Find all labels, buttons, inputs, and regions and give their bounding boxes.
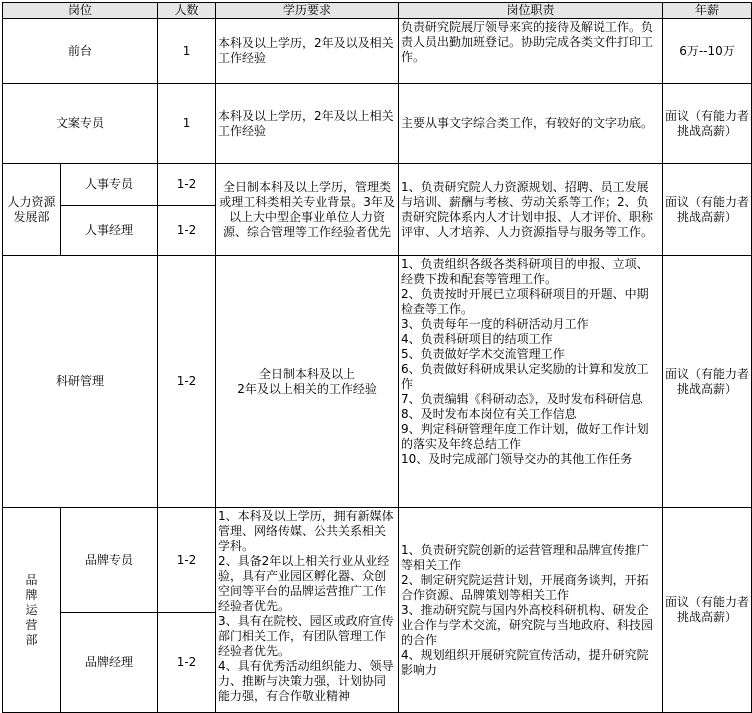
header-education: 学历要求 [216, 3, 399, 19]
education-line: 2年及以上相关的工作经验 [237, 381, 377, 396]
department-name-vertical: 品牌运营部 [25, 572, 38, 647]
position-title: 前台 [3, 19, 158, 84]
headcount: 1-2 [158, 613, 216, 713]
position-title: 品牌专员 [61, 508, 158, 613]
headcount: 1 [158, 84, 216, 164]
education-item: 3、具有在院校、园区或政府宣传部门相关工作，有团队管理工作经验者优先。 [218, 614, 394, 658]
duty-item: 7、负责编辑《科研动态》，及时发布科研信息 [401, 392, 643, 406]
education-requirement: 全日制本科及以上学历，管理类或理工科类相关专业背景。3年及以上大中型企事业单位人力资源、综合管理等工作经验者优先 [216, 164, 399, 256]
salary: 面议（有能力者挑战高薪） [663, 164, 752, 256]
duty-item: 3、负责每年一度的科研活动月工作 [401, 317, 589, 331]
headcount: 1 [158, 19, 216, 84]
headcount: 1-2 [158, 206, 216, 256]
position-title: 科研管理 [3, 256, 158, 508]
header-salary: 年薪 [663, 3, 752, 19]
duty-item: 8、及时发布本岗位有关工作信息 [401, 407, 577, 421]
salary: 面议（有能力者挑战高薪） [663, 84, 752, 164]
education-item: 2、具备2年以上相关行业从业经验，具有产业园区孵化器、众创空间等平台的品牌运营推广工作经验者优先。 [218, 554, 390, 613]
headcount: 1-2 [158, 164, 216, 206]
row-copywriter [3, 84, 752, 164]
duty-item: 5、负责做好学术交流管理工作 [401, 347, 565, 361]
duty-item: 9、判定科研管理年度工作计划，做好工作计划的落实及年终总结工作 [401, 422, 649, 451]
duty-item: 10、及时完成部门领导交办的其他工作任务 [401, 452, 633, 466]
position-title: 人事专员 [61, 164, 158, 206]
row-hr-specialist [3, 164, 752, 206]
education-requirement: 本科及以上学历，2年及以及相关工作经验 [216, 19, 399, 84]
row-brand-specialist [3, 508, 752, 613]
job-duties: 1、负责研究院人力资源规划、招聘、员工发展与培训、薪酬与考核、劳动关系等工作；2、负责研究院体系内人才计划申报、人才评价、职称评审、人才培养、人力资源指导与服务等工作。 [399, 164, 663, 256]
department-name [3, 508, 61, 713]
education-requirement [216, 508, 399, 713]
row-research [3, 256, 752, 508]
education-requirement [216, 256, 399, 508]
header-count: 人数 [158, 3, 216, 19]
duty-item: 2、负责按时开展已立项科研项目的开题、中期检查等工作。 [401, 287, 649, 316]
recruitment-table [2, 2, 752, 713]
salary: 面议（有能力者挑战高薪） [663, 256, 752, 508]
department-name: 人力资源发展部 [3, 164, 61, 256]
header-row [3, 3, 752, 19]
job-duties: 负责研究院展厅领导来宾的接待及解说工作。负责人员出勤加班登记。协助完成各类文件打印工作。 [399, 19, 663, 84]
duty-item: 4、负责科研项目的结项工作 [401, 332, 553, 346]
header-duties: 岗位职责 [399, 3, 663, 19]
salary: 面议（有能力者挑战高薪） [663, 508, 752, 713]
headcount: 1-2 [158, 256, 216, 508]
duty-item: 1、负责研究院创新的运营管理和品牌宣传推广等相关工作 [401, 542, 649, 572]
duty-item: 4、规划组织开展研究院宣传活动，提升研究院影响力 [401, 647, 649, 677]
duty-item: 1、负责组织各级各类科研项目的申报、立项、经费下拨和配套等管理工作。 [401, 257, 649, 286]
duty-item: 3、推动研究院与国内外高校科研机构、研发企业合作与学术交流，研究院与当地政府、科技园的合作 [401, 602, 654, 647]
row-reception [3, 19, 752, 84]
duty-item: 2、制定研究院运营计划，开展商务谈判，开拓合作资源、品牌策划等相关工作 [401, 572, 649, 602]
education-requirement: 本科及以上学历，2年及以上相关工作经验 [216, 84, 399, 164]
job-duties: 主要从事文字综合类工作，有较好的文字功底。 [399, 84, 663, 164]
position-title: 文案专员 [3, 84, 158, 164]
education-line: 全日制本科及以上 [259, 366, 356, 381]
header-position: 岗位 [3, 3, 158, 19]
position-title: 品牌经理 [61, 613, 158, 713]
position-title: 人事经理 [61, 206, 158, 256]
salary: 6万--10万 [663, 19, 752, 84]
headcount: 1-2 [158, 508, 216, 613]
education-item: 1、本科及以上学历，拥有新媒体管理、网络传媒、公共关系相关学科。 [218, 509, 394, 553]
job-duties [399, 508, 663, 713]
education-item: 4、具有优秀活动组织能力、领导力、推断与决策力强，计划协同能力强，有合作敬业精神 [218, 659, 394, 703]
duty-item: 6、负责做好科研成果认定奖励的计算和发放工作 [401, 362, 649, 391]
job-duties [399, 256, 663, 508]
